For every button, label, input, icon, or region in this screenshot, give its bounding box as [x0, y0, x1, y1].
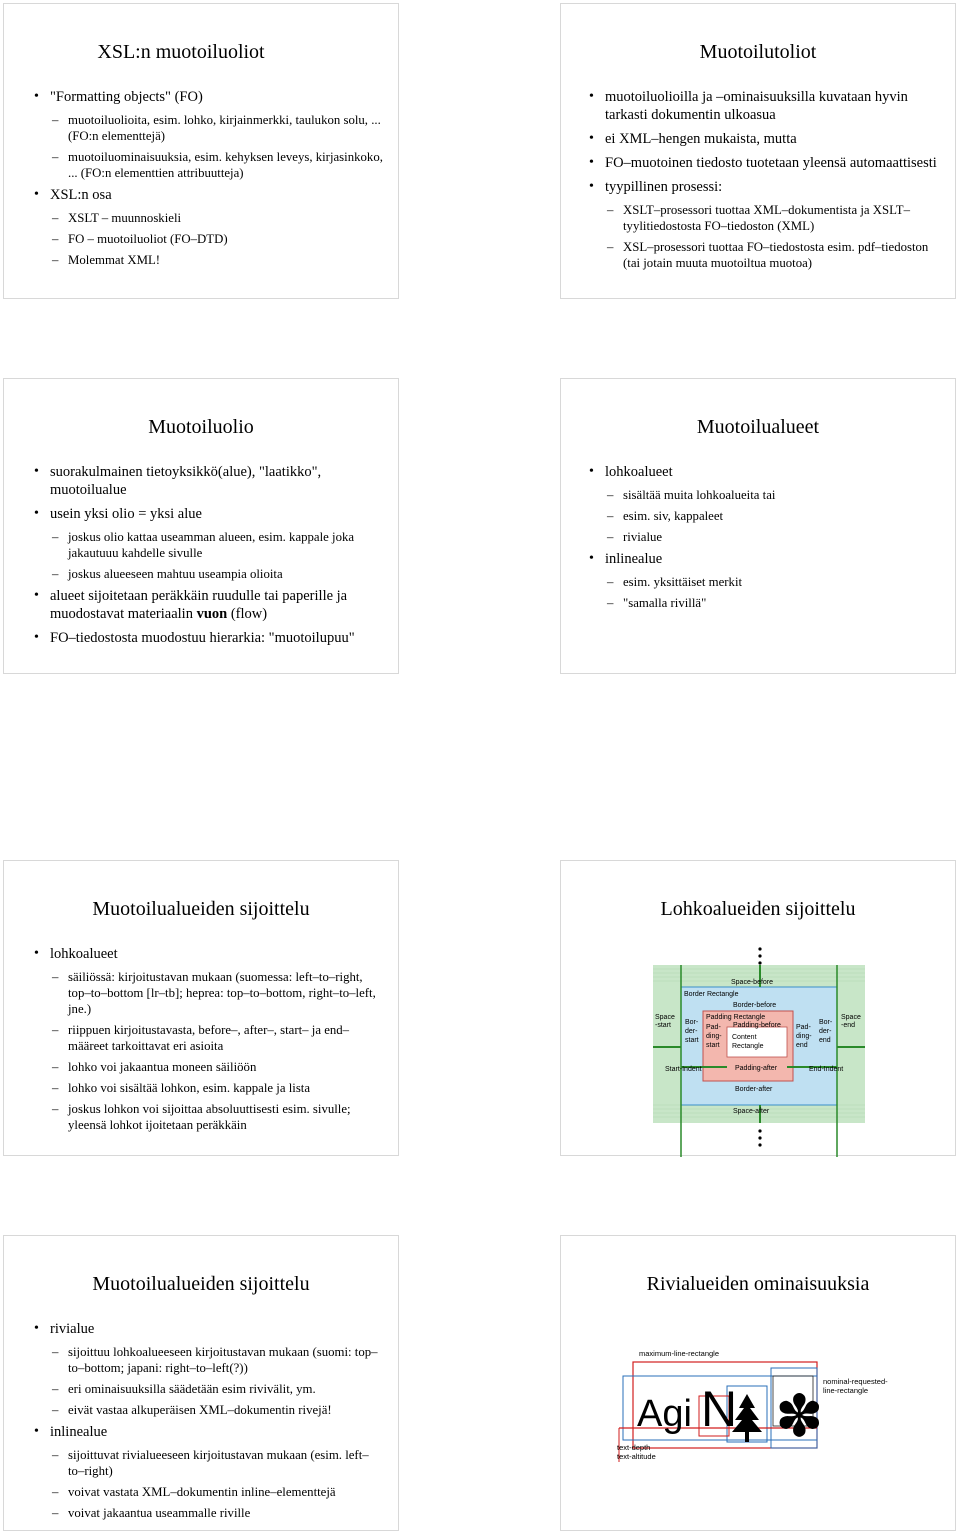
slide-title: Muotoilualueet	[696, 416, 820, 438]
sub-bullet-item: – sijoittuu lohkoalueeseen kirjoitustavan mukaan (suomi: top–to–bottom; japani: right–to–left(?))	[32, 1344, 384, 1376]
text-depth-label: text-depth	[617, 1443, 651, 1452]
sub-bullet-item: – Molemmat XML!	[32, 252, 384, 268]
bullet-item: • inlinealue	[32, 1423, 384, 1441]
maximum-line-rectangle-label: maximum-line-rectangle	[639, 1349, 720, 1358]
border-start-label-1: Bor-	[685, 1019, 699, 1026]
sample-text-agi: Agi	[637, 1393, 692, 1435]
sub-bullet-item: – voivat vastata XML–dokumentin inline–elementtejä	[32, 1484, 384, 1500]
block-area-diagram	[561, 861, 957, 1157]
slide-title: Muotoiluolio	[148, 416, 254, 438]
slide-2	[560, 3, 956, 299]
padding-after-label: Padding-after	[735, 1065, 778, 1072]
border-before-label: Border-before	[733, 1002, 777, 1009]
sub-bullet-item: – esim. yksittäiset merkit	[587, 574, 941, 590]
border-end-label-3: end	[819, 1037, 831, 1044]
bullet-list	[32, 1320, 384, 1526]
ellipsis-top-icon	[758, 947, 761, 964]
bullet-list	[32, 945, 384, 1138]
content-rectangle-label-2: Rectangle	[732, 1043, 764, 1050]
bullet-item: • suorakulmainen tietoyksikkö(alue), "laatikko", muotoilualue	[32, 463, 384, 499]
bullet-item: • FO–muotoinen tiedosto tuotetaan yleensä automaattisesti	[587, 154, 941, 172]
sub-bullet-item: – lohko voi jakaantua moneen säiliöön	[32, 1059, 384, 1075]
bullet-item: • tyypillinen prosessi:	[587, 178, 941, 196]
slide-3	[3, 378, 399, 674]
sub-bullet-item: – sisältää muita lohkoalueita tai	[587, 487, 941, 503]
border-rectangle-label: Border Rectangle	[684, 991, 739, 998]
space-before-label: Space-before	[731, 979, 774, 986]
padding-end-label-1: Pad-	[796, 1024, 811, 1031]
sub-bullet-item: – XSLT–prosessori tuottaa XML–dokumentista ja XSLT–tyylitiedostosta FO–tiedoston (XML)	[587, 202, 941, 234]
sub-bullet-item: – rivialue	[587, 529, 941, 545]
asterisk-glyph: ✽	[775, 1382, 824, 1450]
content-rectangle	[727, 1027, 787, 1057]
slide-7	[3, 1235, 399, 1531]
bullet-item: • "Formatting objects" (FO)	[32, 88, 384, 106]
bullet-item	[32, 587, 384, 623]
sub-bullet-item: – joskus lohkon voi sijoittaa absoluuttisesti esim. sivulle; yleensä lohkot ijoitetaan peräkkäin	[32, 1101, 384, 1133]
border-end-label-2: der-	[819, 1028, 832, 1035]
border-start-label-2: der-	[685, 1028, 698, 1035]
start-indent-label: Start-Indent	[665, 1066, 702, 1073]
slide-1	[3, 3, 399, 299]
bullet-list	[587, 88, 941, 276]
bold-term: vuon	[196, 606, 228, 622]
slide-4	[560, 378, 956, 674]
slide-8	[560, 1235, 956, 1531]
space-start-label-2: -start	[655, 1022, 671, 1029]
sub-bullet-item: – XSLT – muunnoskieli	[32, 210, 384, 226]
end-indent-label: End-Indent	[809, 1066, 844, 1073]
bullet-text-after: (flow)	[227, 606, 268, 622]
space-after-label: Space-after	[733, 1108, 770, 1115]
bullet-item: • inlinealue	[587, 550, 941, 568]
sub-bullet-item: – eri ominaisuuksilla säädetään esim rivivälit, ym.	[32, 1381, 384, 1397]
sub-bullet-item: – riippuen kirjoitustavasta, before–, after–, start– ja end–määreet tarkoittavat eri asioita	[32, 1022, 384, 1054]
slide-title: Muotoilutoliot	[699, 41, 817, 63]
space-end-label-1: Space	[841, 1014, 861, 1021]
padding-start-label-3: start	[706, 1042, 720, 1049]
bullet-item: • lohkoalueet	[32, 945, 384, 963]
border-after-label: Border-after	[735, 1086, 773, 1093]
bullet-item: • usein yksi olio = yksi alue	[32, 505, 384, 523]
border-start-label-3: start	[685, 1037, 699, 1044]
bullet-text: alueet sijoitetaan peräkkäin ruudulle tai paperille ja muodostavat materiaalin	[50, 588, 348, 622]
padding-rectangle-label: Padding Rectangle	[706, 1014, 766, 1021]
bullet-item: • lohkoalueet	[587, 463, 941, 481]
bullet-item: • muotoiluolioilla ja –ominaisuuksilla kuvataan hyvin tarkasti dokumentin ulkoasua	[587, 88, 941, 124]
text-altitude-label: text-altitude	[617, 1452, 656, 1461]
slide-title: Muotoilualueiden sijoittelu	[92, 1273, 310, 1295]
bullet-item: • rivialue	[32, 1320, 384, 1338]
line-area-diagram	[561, 1236, 957, 1532]
bullet-list	[32, 88, 384, 273]
bullet-list	[587, 463, 941, 616]
padding-before-label: Padding-before	[733, 1022, 781, 1029]
sample-text-n: N	[701, 1381, 738, 1437]
sub-bullet-item: – eivät vastaa alkuperäisen XML–dokumentin rivejä!	[32, 1402, 384, 1418]
bullet-list	[32, 463, 384, 653]
sub-bullet-item: – FO – muotoiluoliot (FO–DTD)	[32, 231, 384, 247]
bullet-item: • FO–tiedostosta muodostuu hierarkia: "muotoilupuu"	[32, 629, 384, 647]
sub-bullet-item: – voivat jakaantua useammalle riville	[32, 1505, 384, 1521]
content-rectangle-label-1: Content	[732, 1034, 757, 1041]
slide-title: Lohkoalueiden sijoittelu	[660, 898, 856, 920]
sub-bullet-item: – sijoittuvat rivialueeseen kirjoitustavan mukaan (esim. left–to–right)	[32, 1447, 384, 1479]
sub-bullet-item: – joskus olio kattaa useamman alueen, esim. kappale joka jakautuuu kahdelle sivulle	[32, 529, 384, 561]
sub-bullet-item: – säiliössä: kirjoitustavan mukaan (suomessa: left–to–right, top–to–bottom [lr–tb]; heprea: top–to–bottom, right–to–left, jne.)	[32, 969, 384, 1017]
sub-bullet-item: – XSL–prosessori tuottaa FO–tiedostosta esim. pdf–tiedoston (tai jotain muuta muotoiltua muotoa)	[587, 239, 941, 271]
padding-start-label-2: ding-	[706, 1033, 722, 1040]
sub-bullet-item: – muotoiluolioita, esim. lohko, kirjainmerkki, taulukon solu, ... (FO:n elementtejä)	[32, 112, 384, 144]
bullet-item: • ei XML–hengen mukaista, mutta	[587, 130, 941, 148]
border-end-label-1: Bor-	[819, 1019, 833, 1026]
padding-end-label-3: end	[796, 1042, 808, 1049]
sub-bullet-item: – muotoiluominaisuuksia, esim. kehyksen leveys, kirjasinkoko, ... (FO:n elementtien attribuutteja)	[32, 149, 384, 181]
sub-bullet-item: – "samalla rivillä"	[587, 595, 941, 611]
slide-5	[3, 860, 399, 1156]
slide-6	[560, 860, 956, 1156]
slide-title: XSL:n muotoiluoliot	[97, 41, 265, 63]
space-end-label-2: -end	[841, 1022, 856, 1029]
slide-title: Rivialueiden ominaisuuksia	[646, 1273, 870, 1295]
nominal-label-1: nominal-requested-	[823, 1377, 888, 1386]
nominal-label-2: line-rectangle	[823, 1386, 869, 1395]
sub-bullet-item: – esim. siv, kappaleet	[587, 508, 941, 524]
sub-bullet-item: – joskus alueeseen mahtuu useampia olioita	[32, 566, 384, 582]
slide-title: Muotoilualueiden sijoittelu	[92, 898, 310, 920]
padding-end-label-2: ding-	[796, 1033, 812, 1040]
sub-bullet-item: – lohko voi sisältää lohkon, esim. kappale ja lista	[32, 1080, 384, 1096]
padding-start-label-1: Pad-	[706, 1024, 721, 1031]
space-start-label-1: Space	[655, 1014, 675, 1021]
ellipsis-bottom-icon	[758, 1129, 761, 1146]
bullet-item: • XSL:n osa	[32, 186, 384, 204]
